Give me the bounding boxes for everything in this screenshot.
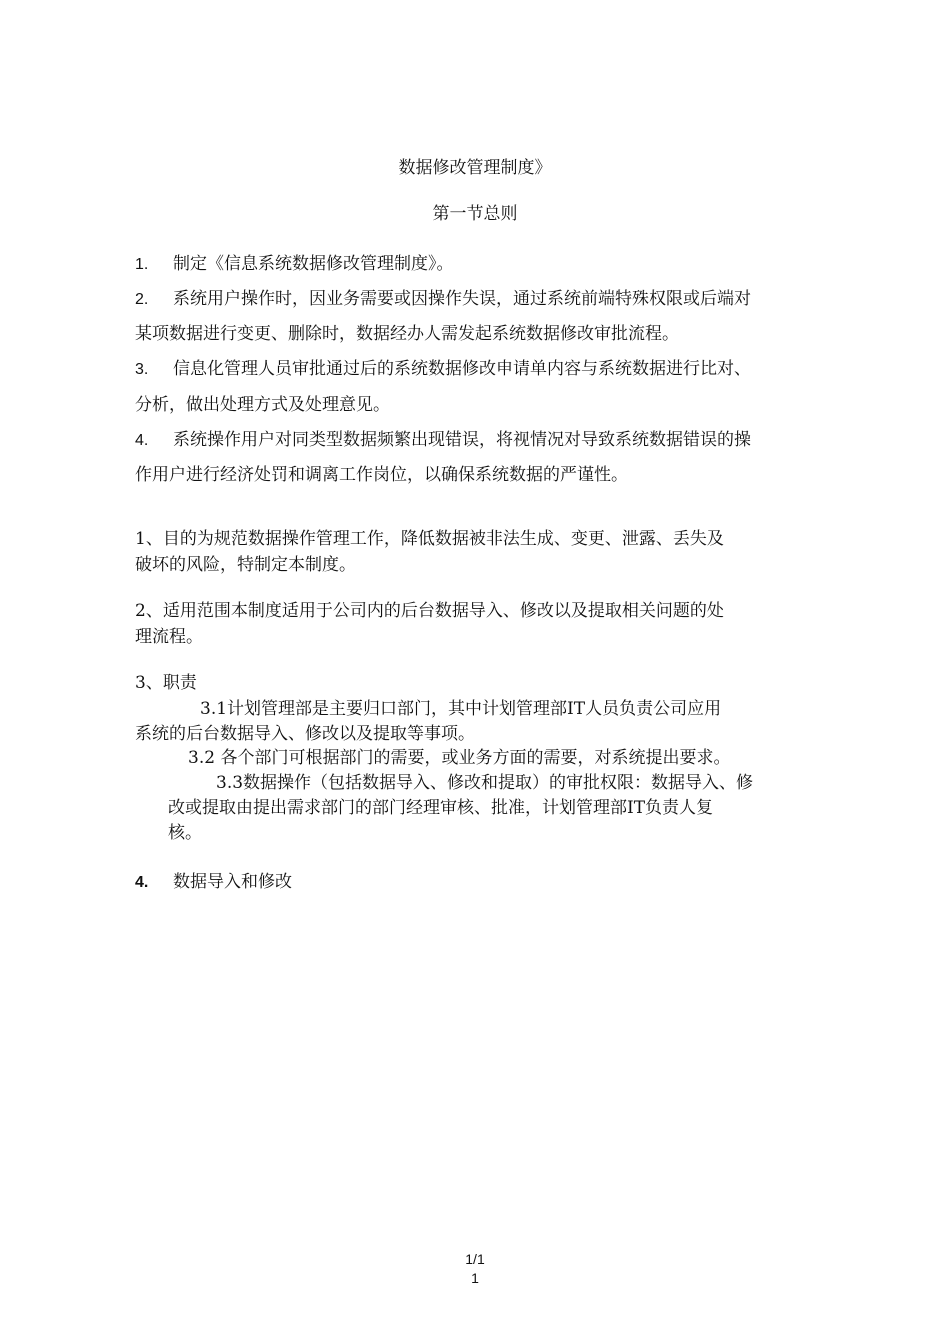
duty-3-1-line-2: 系统的后台数据导入、修改以及提取等事项。 <box>135 724 475 744</box>
item-number: 3. <box>135 361 149 378</box>
general-item-3-cont: 分析，做出处理方式及处理意见。 <box>135 395 390 415</box>
section-title: 第一节总则 <box>432 204 518 224</box>
section-4-heading <box>135 867 292 892</box>
item-number: 1. <box>135 256 149 273</box>
duty-3-3-line-1: 3.3数据操作（包括数据导入、修改和提取）的审批权限：数据导入、修 <box>216 773 754 793</box>
item-text: 系统用户操作时，因业务需要或因操作失误，通过系统前端特殊权限或后端对 <box>173 289 751 309</box>
general-item-4-cont: 作用户进行经济处罚和调离工作岗位，以确保系统数据的严谨性。 <box>135 465 628 485</box>
item-text: 制定《信息系统数据修改管理制度》。 <box>173 254 454 274</box>
general-item-4 <box>135 425 751 450</box>
section-number: 4. <box>135 874 149 891</box>
general-item-2-cont: 某项数据进行变更、删除时，数据经办人需发起系统数据修改审批流程。 <box>135 324 679 344</box>
scope-line-2: 理流程。 <box>135 627 203 647</box>
item-text: 信息化管理人员审批通过后的系统数据修改申请单内容与系统数据进行比对、 <box>173 359 751 379</box>
item-number: 2. <box>135 291 149 308</box>
item-number: 4. <box>135 432 149 449</box>
general-item-1 <box>135 249 454 274</box>
duty-3-3-line-3: 核。 <box>168 823 202 843</box>
purpose-line-2: 破坏的风险，特制定本制度。 <box>135 555 356 575</box>
duty-3-1-line-1: 3.1计划管理部是主要归口部门，其中计划管理部IT人员负责公司应用 <box>200 699 722 719</box>
general-item-2 <box>135 284 751 309</box>
document-title: 数据修改管理制度》 <box>398 158 552 178</box>
duties-heading: 3、职责 <box>135 673 197 693</box>
item-text: 系统操作用户对同类型数据频繁出现错误，将视情况对导致系统数据错误的操 <box>173 430 751 450</box>
page-fraction: 1/1 <box>465 1251 485 1267</box>
duty-3-3-line-2: 改或提取由提出需求部门的部门经理审核、批准，计划管理部IT负责人复 <box>168 798 714 818</box>
general-item-3 <box>135 354 751 379</box>
scope-line-1: 2、适用范围本制度适用于公司内的后台数据导入、修改以及提取相关问题的处 <box>135 601 724 621</box>
purpose-line-1: 1、目的为规范数据操作管理工作，降低数据被非法生成、变更、泄露、丢失及 <box>135 529 724 549</box>
duty-3-2-line-1: 3.2 各个部门可根据部门的需要，或业务方面的需要，对系统提出要求。 <box>188 748 731 768</box>
section-label: 数据导入和修改 <box>173 872 292 892</box>
page-number: 1 <box>471 1270 479 1286</box>
